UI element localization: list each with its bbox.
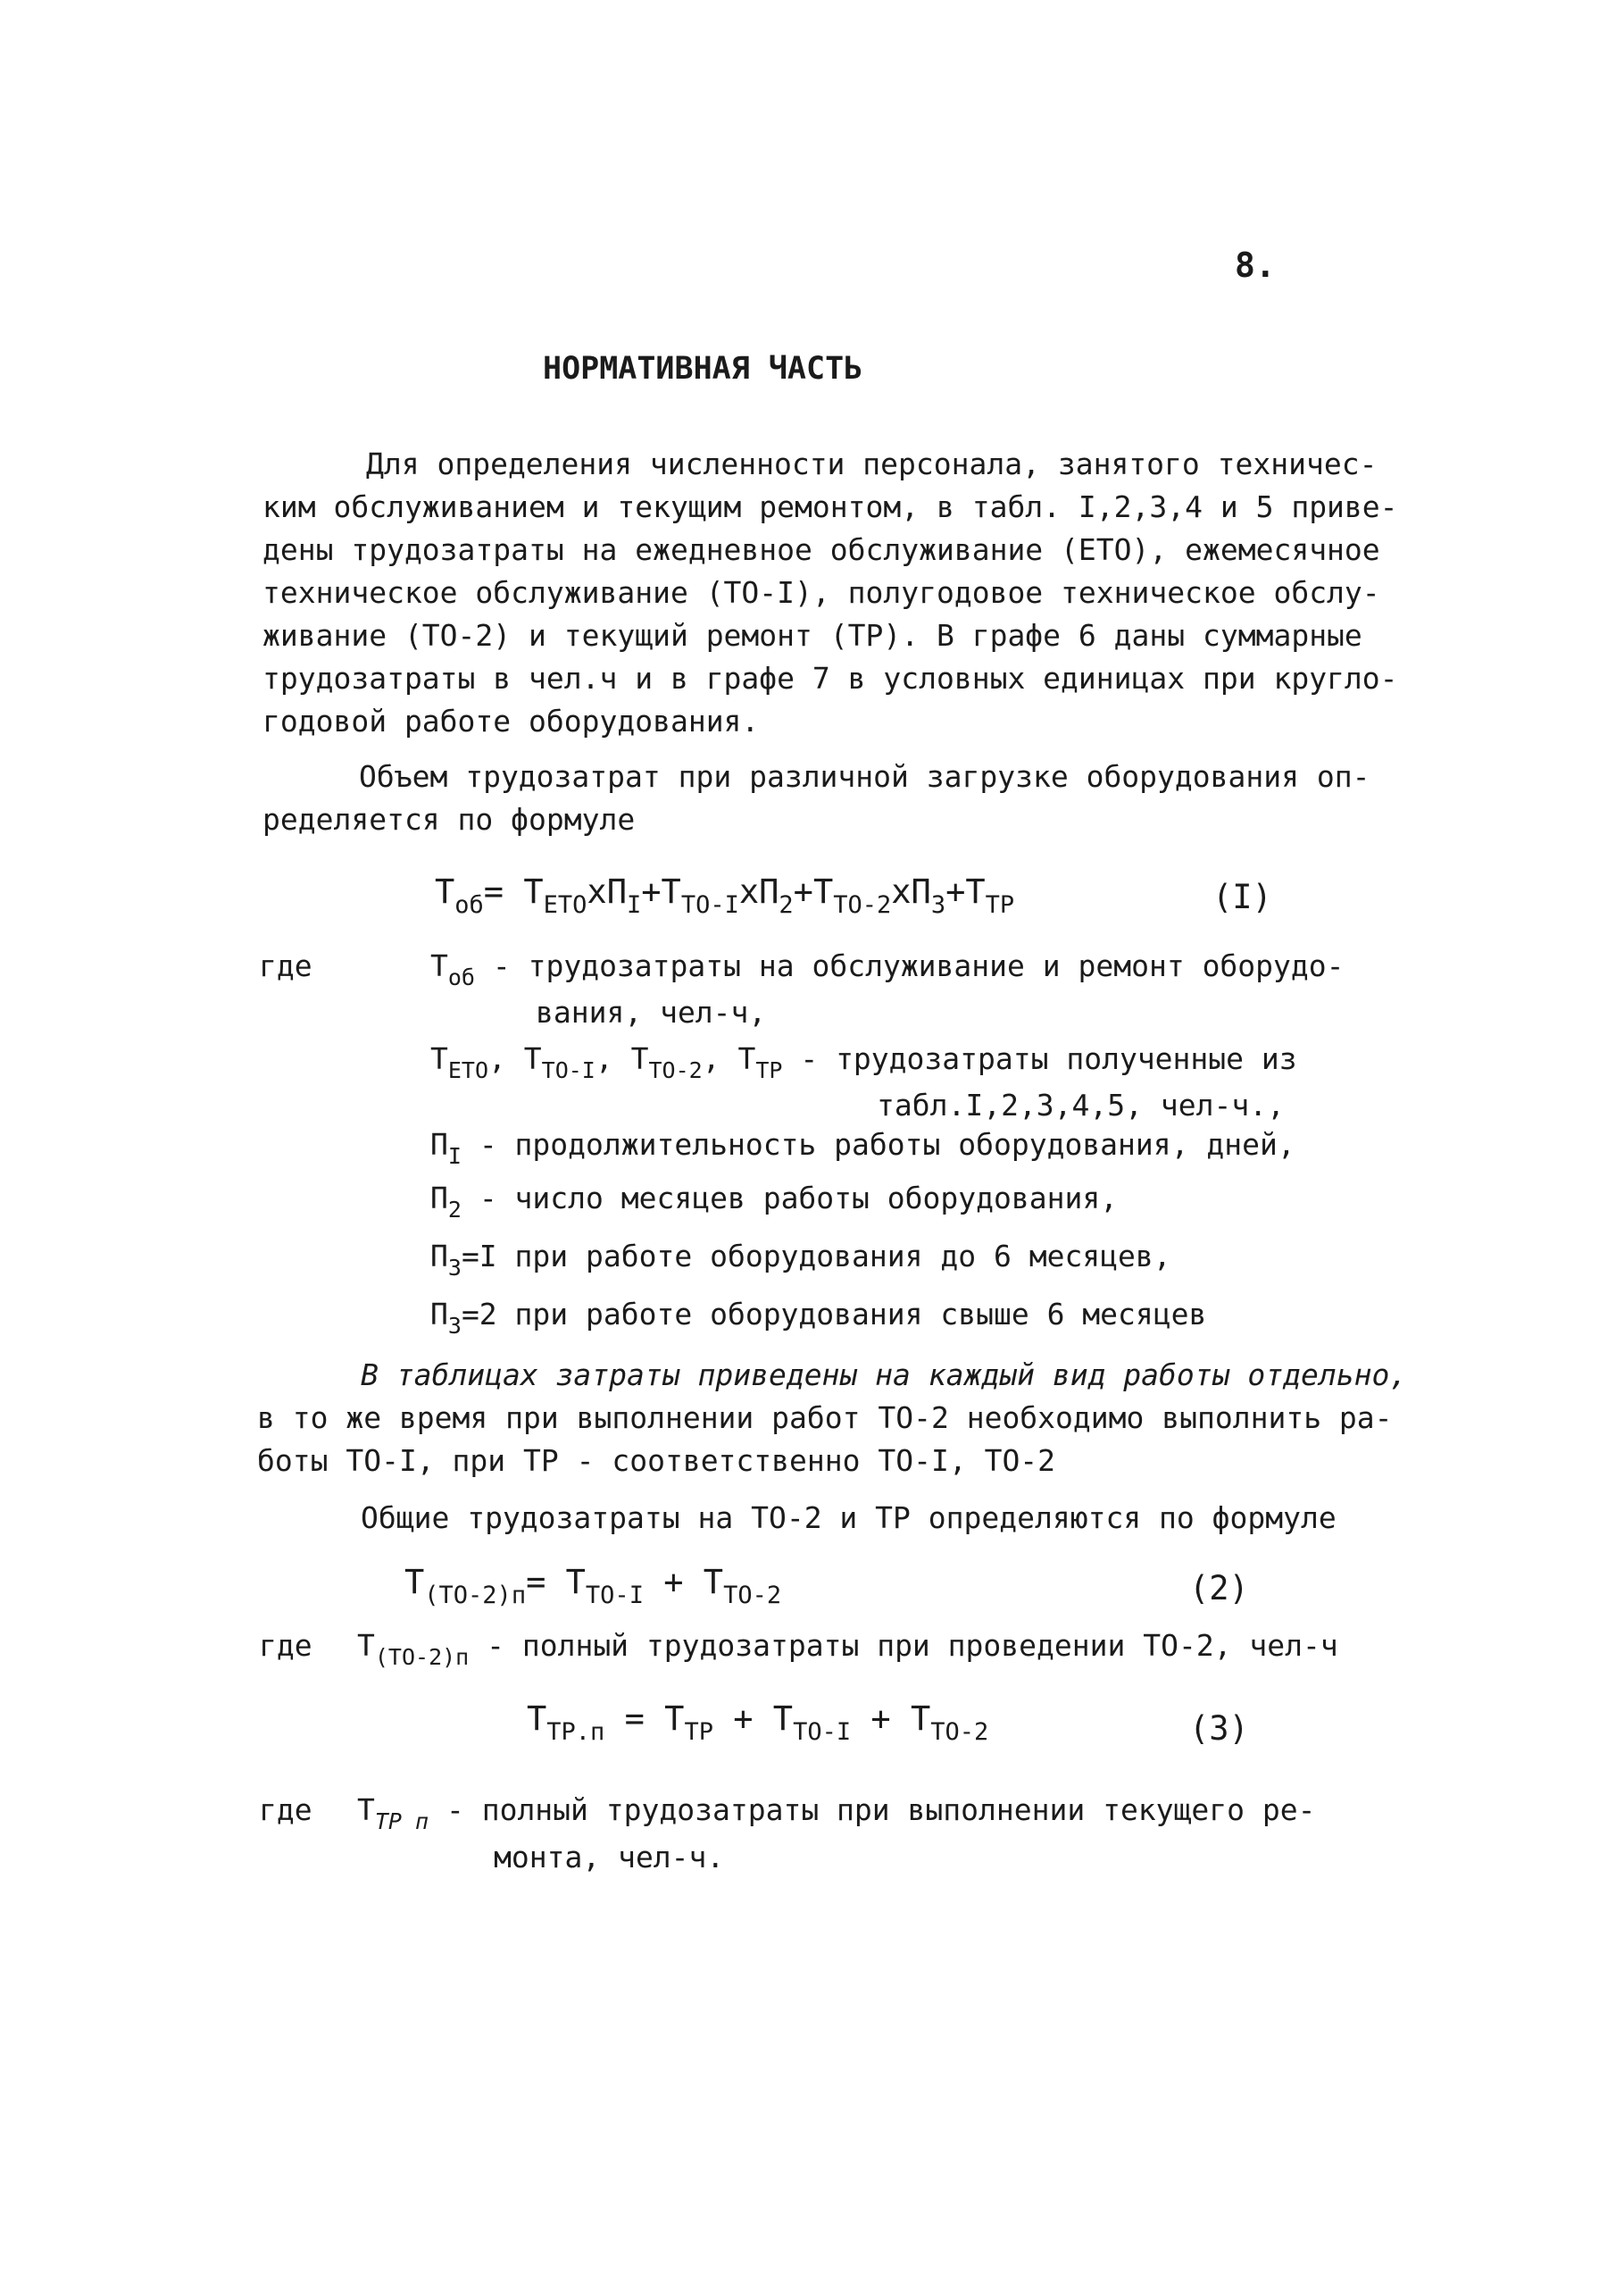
intro-line-7: годовой работе оборудования. — [262, 704, 760, 739]
intro-line-text: техническое обслуживание (ТО-I), полугодовое техническое обслу- — [262, 575, 1380, 610]
formula-1 — [435, 872, 1014, 919]
where-2-label: где — [259, 1628, 312, 1663]
volume-paragraph — [262, 759, 1370, 838]
def-text: - полный трудозатраты при выполнении текущего ре- — [446, 1792, 1316, 1827]
intro-line-1 — [366, 447, 1378, 482]
subscript-ob: об — [454, 891, 484, 919]
intro-line-text: Для определения численности персонала, занятого техничес- — [366, 447, 1378, 481]
intro-line-text: живание (ТО-2) и текущий ремонт (ТР). В графе 6 даны суммарные — [262, 618, 1362, 653]
volume-line-text: Объем трудозатрат при различной загрузке оборудования оп- — [359, 759, 1370, 794]
symbol-t: Т — [527, 1699, 547, 1738]
subscript-eto: ЕТО — [543, 891, 587, 919]
symbol-t: Т — [772, 1699, 794, 1738]
def-t-list-cont: табл.I,2,3,4,5, чел-ч., — [877, 1088, 1285, 1123]
formula-3-number: (3) — [1189, 1709, 1249, 1748]
subscript-1: I — [447, 1143, 462, 1169]
comma: , — [702, 1041, 720, 1076]
subscript-tr-p: ТР п — [374, 1808, 429, 1834]
symbol-t: Т — [630, 1041, 649, 1076]
intro-line-2 — [262, 489, 1398, 525]
subscript-to2: ТО-2 — [723, 1582, 782, 1609]
tables-line-1 — [361, 1357, 1408, 1393]
def-text: - число месяцев работы оборудования, — [479, 1181, 1119, 1215]
formula-3 — [527, 1699, 988, 1746]
formula-2-number: (2) — [1189, 1569, 1249, 1607]
subscript-2: 2 — [779, 891, 794, 919]
tables-line-3: боты ТО-I, при ТР - соответственно ТО-I, ТО-2 — [257, 1443, 1056, 1478]
def-t-list — [430, 1041, 1297, 1089]
intro-line-6 — [262, 661, 1398, 697]
symbol-t: Т — [910, 1699, 931, 1738]
subscript-to2: ТО-2 — [648, 1057, 703, 1083]
subscript-tr: ТР — [755, 1057, 783, 1083]
symbol-t: Т — [430, 1041, 448, 1076]
subscript-to1: ТО-I — [680, 891, 739, 919]
plus-sign: + — [945, 872, 966, 911]
symbol-t: Т — [664, 1699, 685, 1738]
symbol-p: П — [911, 872, 931, 911]
symbol-p: П — [430, 1239, 448, 1273]
symbol-t: Т — [965, 872, 986, 911]
equals-sign: = — [624, 1699, 645, 1738]
subscript-1: I — [626, 891, 642, 919]
subscript-to2: ТО-2 — [930, 1718, 989, 1746]
subscript-to1: ТО-I — [793, 1718, 852, 1746]
page-title: НОРМАТИВНАЯ ЧАСТЬ — [543, 351, 863, 387]
page-number: 8. — [1235, 246, 1276, 285]
symbol-p: П — [606, 872, 627, 911]
equals-sign: = — [526, 1563, 546, 1601]
plus-sign: + — [793, 872, 813, 911]
intro-paragraph — [262, 447, 1398, 739]
def-text: - трудозатраты на обслуживание и ремонт оборудо- — [492, 948, 1345, 983]
subscript-to2-p: (ТО-2)п — [374, 1644, 470, 1670]
symbol-t: Т — [430, 948, 448, 983]
intro-line-4 — [262, 575, 1380, 611]
def-text: - продолжительность работы оборудования, дней, — [479, 1127, 1295, 1162]
symbol-t: Т — [703, 1563, 724, 1601]
intro-line-3 — [262, 532, 1380, 568]
intro-line-5 — [262, 618, 1371, 654]
tables-line-text: в то же время при выполнении работ ТО-2 необходимо выполнить ра- — [257, 1400, 1393, 1435]
subscript-to1: ТО-I — [541, 1057, 595, 1083]
symbol-t: Т — [661, 872, 681, 911]
subscript-ob: об — [447, 964, 475, 990]
subscript-tr: ТР — [684, 1718, 713, 1746]
def-tob-cont: вания, чел-ч, — [536, 995, 767, 1030]
symbol-t: Т — [737, 1041, 756, 1076]
symbol-p: П — [759, 872, 779, 911]
comma: , — [595, 1041, 613, 1076]
general-formula-intro: Общие трудозатраты на ТО-2 и ТР определяются по формуле — [361, 1500, 1337, 1535]
plus-sign: + — [733, 1699, 754, 1738]
formula-1-number: (I) — [1212, 878, 1272, 916]
symbol-t: Т — [357, 1628, 375, 1663]
subscript-eto: ЕТО — [447, 1057, 489, 1083]
symbol-p: П — [430, 1297, 448, 1332]
symbol-t: Т — [435, 872, 455, 911]
subscript-3: 3 — [447, 1313, 462, 1339]
comma: , — [488, 1041, 506, 1076]
symbol-t: Т — [523, 872, 544, 911]
volume-line-1 — [359, 759, 1370, 795]
def-text: - трудозатраты полученные из — [800, 1041, 1297, 1076]
def-tob — [430, 948, 1345, 996]
def-p3-over-6 — [430, 1297, 1206, 1344]
where-label: где — [259, 948, 312, 983]
where-3-def-cont: монта, чел-ч. — [494, 1840, 725, 1874]
subscript-to1: ТО-I — [585, 1582, 644, 1609]
intro-line-text: ким обслуживанием и текущим ремонтом, в табл. I,2,3,4 и 5 приве- — [262, 489, 1398, 524]
intro-line-text: дены трудозатраты на ежедневное обслуживание (ЕТО), ежемесячное — [262, 532, 1380, 567]
where-3-def — [357, 1792, 1316, 1840]
equals-sign: = — [483, 872, 504, 911]
plus-sign: + — [663, 1563, 684, 1601]
def-p2 — [430, 1181, 1118, 1228]
subscript-3: 3 — [930, 891, 946, 919]
tables-paragraph — [257, 1357, 1408, 1479]
subscript-to2-p: (ТО-2)п — [424, 1582, 527, 1609]
symbol-t: Т — [812, 872, 834, 911]
intro-line-text: трудозатраты в чел.ч и в графе 7 в условных единицах при кругло- — [262, 661, 1398, 696]
def-text: =I при работе оборудования до 6 месяцев, — [461, 1239, 1171, 1273]
symbol-p: П — [430, 1127, 448, 1162]
symbol-t: Т — [404, 1563, 425, 1601]
times-sign: х — [587, 872, 607, 911]
times-sign: х — [891, 872, 912, 911]
subscript-to2: ТО-2 — [833, 891, 892, 919]
plus-sign: + — [870, 1699, 891, 1738]
def-text: =2 при работе оборудования свыше 6 месяцев — [461, 1297, 1207, 1332]
subscript-tr: ТР — [985, 891, 1015, 919]
times-sign: х — [738, 872, 760, 911]
volume-line-2: ределяется по формуле — [262, 802, 636, 837]
def-p1 — [430, 1127, 1295, 1174]
formula-2 — [404, 1563, 781, 1609]
def-p3-up-to-6 — [430, 1239, 1171, 1286]
tables-line-text: В таблицах затраты приведены на каждый вид работы отдельно, — [361, 1357, 1408, 1392]
subscript-2: 2 — [447, 1197, 462, 1223]
plus-sign: + — [641, 872, 662, 911]
subscript-3: 3 — [447, 1255, 462, 1281]
where-2-def — [357, 1628, 1338, 1675]
symbol-t: Т — [565, 1563, 586, 1601]
tables-line-2 — [257, 1400, 1393, 1436]
def-text: - полный трудозатраты при проведении ТО-2, чел-ч — [487, 1628, 1338, 1663]
symbol-p: П — [430, 1181, 448, 1215]
symbol-t: Т — [523, 1041, 542, 1076]
where-3-label: где — [259, 1792, 312, 1827]
symbol-t: Т — [357, 1792, 375, 1827]
subscript-tr-p: ТР.п — [546, 1718, 605, 1746]
